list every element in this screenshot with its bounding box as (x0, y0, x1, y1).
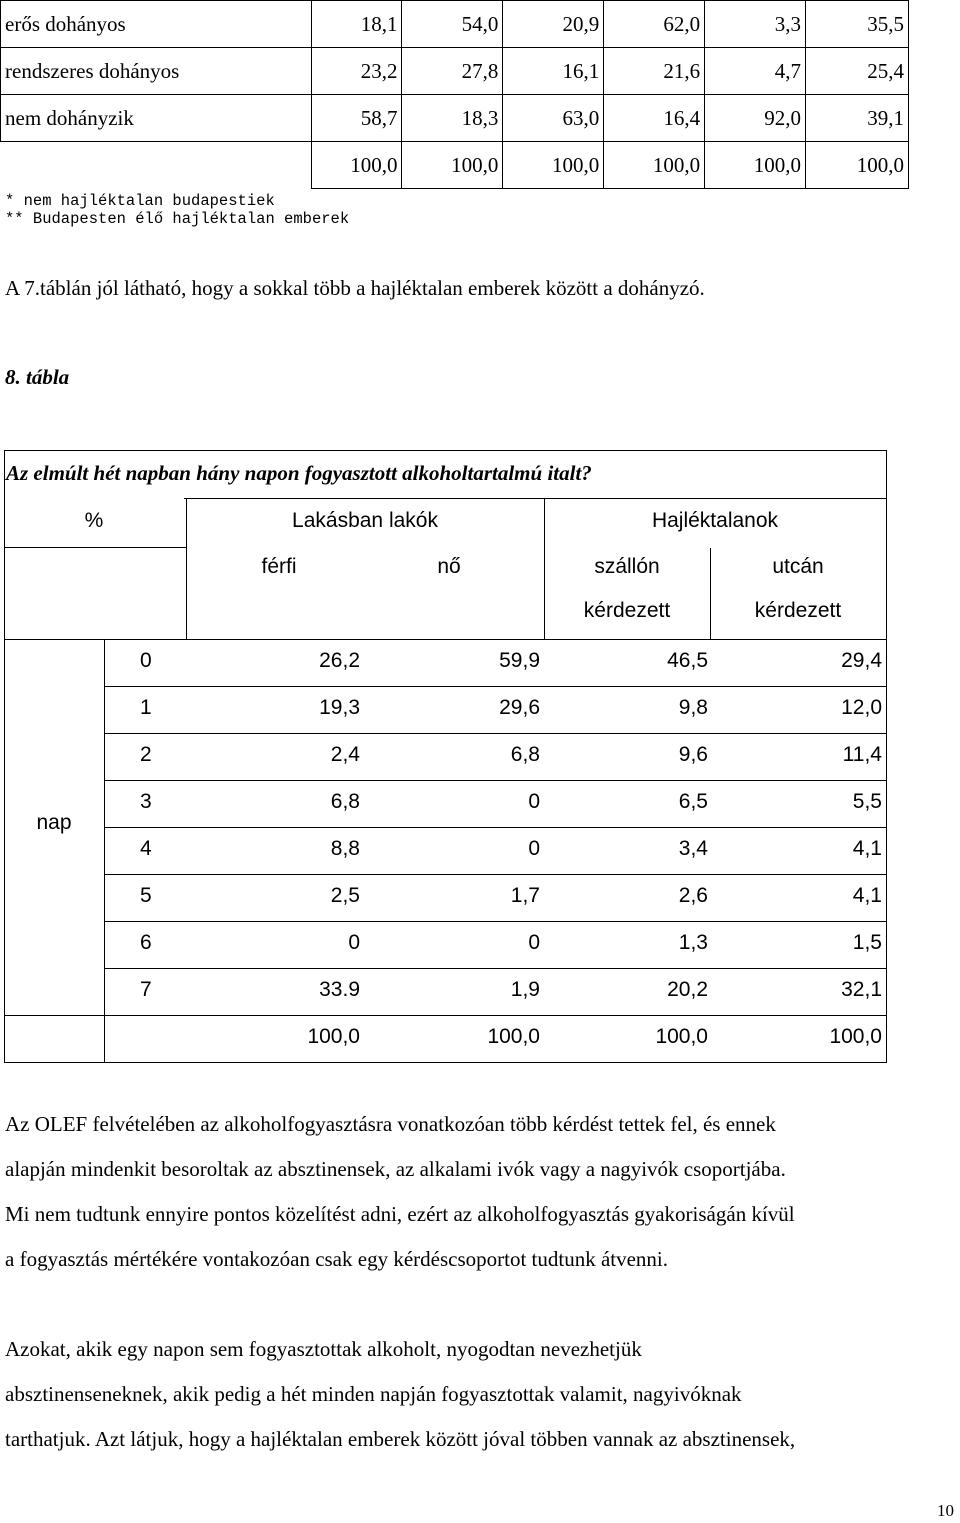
cell: 11,4 (842, 743, 882, 766)
cell: 2,6 (678, 884, 708, 907)
text-line: absztinenseneknek, akik pedig a hét minden napján fogyasztottak valamit, nagyivóknak (5, 1382, 742, 1406)
day-label: 4 (140, 837, 152, 860)
cell: 6,8 (510, 743, 540, 766)
cell: 6,8 (330, 790, 360, 813)
cell: 100,0 (402, 142, 503, 189)
text-line: alapján mindenkit besoroltak az absztinensek, az alkalami ivók vagy a nagyivók csoportjába. (5, 1157, 786, 1181)
col-header-szallon-2: kérdezett (583, 599, 671, 622)
cell: 0 (348, 931, 360, 954)
row-header-nap: nap (36, 811, 72, 834)
cell: 3,4 (678, 837, 708, 860)
footnote-2: ** Budapesten élő hajléktalan emberek (5, 210, 350, 228)
cell: 4,7 (705, 48, 806, 95)
cell: 8,8 (330, 837, 360, 860)
table-question: Az elmúlt hét napban hány napon fogyasztott alkoholtartalmú italt? (6, 461, 592, 485)
total-cell: 100,0 (655, 1025, 708, 1048)
row-label: nem dohányzik (1, 95, 312, 142)
cell: 1,9 (510, 978, 540, 1001)
table-row (1, 95, 909, 142)
paragraph-2 (5, 1327, 795, 1462)
smoking-table (0, 0, 909, 189)
total-cell: 100,0 (307, 1025, 360, 1048)
day-label: 6 (140, 931, 152, 954)
day-label: 2 (140, 743, 152, 766)
alcohol-table (4, 450, 886, 1063)
row-label (1, 142, 312, 189)
cell: 29,6 (499, 696, 540, 719)
cell: 23,2 (311, 48, 402, 95)
cell: 12,0 (841, 696, 882, 719)
cell: 9,8 (678, 696, 708, 719)
cell: 100,0 (604, 142, 705, 189)
total-cell: 100,0 (829, 1025, 882, 1048)
cell: 16,1 (503, 48, 604, 95)
text-line: Mi nem tudtunk ennyire pontos közelítést adni, ezért az alkoholfogyasztás gyakoriságán kívül (5, 1202, 795, 1226)
cell: 6,5 (678, 790, 708, 813)
col-header-no: nő (437, 555, 461, 578)
col-header-utcan: utcán (772, 555, 824, 578)
cell: 1,5 (852, 931, 882, 954)
cell: 9,6 (678, 743, 708, 766)
row-label: erős dohányos (1, 1, 312, 48)
group-header-lakasban: Lakásban lakók (292, 509, 438, 532)
cell: 20,9 (503, 1, 604, 48)
cell: 16,4 (604, 95, 705, 142)
text-line: Az OLEF felvételében az alkoholfogyasztásra vonatkozóan több kérdést tettek fel, és ennek (5, 1112, 776, 1136)
sentence: A 7.táblán jól látható, hogy a sokkal több a hajléktalan emberek között a dohányzó. (5, 276, 705, 300)
cell: 5,5 (852, 790, 882, 813)
day-label: 5 (140, 884, 152, 907)
cell: 63,0 (503, 95, 604, 142)
cell: 33.9 (319, 978, 360, 1001)
day-label: 3 (140, 790, 152, 813)
cell: 21,6 (604, 48, 705, 95)
day-label: 1 (140, 696, 152, 719)
day-label: 0 (140, 649, 152, 672)
cell: 39,1 (806, 95, 909, 142)
cell: 59,9 (499, 649, 540, 672)
table-caption: 8. tábla (5, 365, 70, 389)
text-line: Azokat, akik egy napon sem fogyasztottak alkoholt, nyogodtan nevezhetjük (5, 1337, 642, 1361)
total-cell: 100,0 (487, 1025, 540, 1048)
cell: 19,3 (319, 696, 360, 719)
cell: 18,1 (311, 1, 402, 48)
cell: 54,0 (402, 1, 503, 48)
cell: 100,0 (311, 142, 402, 189)
cell: 29,4 (841, 649, 882, 672)
cell: 20,2 (667, 978, 708, 1001)
cell: 3,3 (705, 1, 806, 48)
cell: 26,2 (319, 649, 360, 672)
cell: 100,0 (503, 142, 604, 189)
cell: 27,8 (402, 48, 503, 95)
cell: 46,5 (667, 649, 708, 672)
text-line: a fogyasztás mértékére vontakozóan csak egy kérdéscsoportot tudtunk átvenni. (5, 1247, 669, 1271)
percent-header: % (84, 509, 104, 532)
cell: 0 (528, 790, 540, 813)
table-row (1, 1, 909, 48)
table-row (1, 48, 909, 95)
cell: 2,5 (330, 884, 360, 907)
col-header-ferfi: férfi (261, 555, 297, 578)
cell: 92,0 (705, 95, 806, 142)
paragraph-1 (5, 1102, 795, 1282)
cell: 58,7 (311, 95, 402, 142)
cell: 0 (528, 837, 540, 860)
cell: 18,3 (402, 95, 503, 142)
footnote-1: * nem hajléktalan budapestiek (5, 192, 275, 210)
text-line: tarthatjuk. Azt látjuk, hogy a hajléktalan emberek között jóval többen vannak az absztinensek, (5, 1427, 796, 1451)
cell: 4,1 (852, 837, 882, 860)
cell: 1,3 (678, 931, 708, 954)
cell: 4,1 (852, 884, 882, 907)
cell: 100,0 (705, 142, 806, 189)
cell: 25,4 (806, 48, 909, 95)
col-header-utcan-2: kérdezett (754, 599, 842, 622)
group-header-hajlektalanok: Hajléktalanok (651, 509, 779, 532)
cell: 32,1 (841, 978, 882, 1001)
cell: 62,0 (604, 1, 705, 48)
table-row (1, 142, 909, 189)
cell: 0 (528, 931, 540, 954)
cell: 1,7 (510, 884, 540, 907)
row-label: rendszeres dohányos (1, 48, 312, 95)
col-header-szallon: szállón (594, 555, 660, 578)
day-label: 7 (140, 978, 152, 1001)
cell: 2,4 (330, 743, 360, 766)
cell: 100,0 (806, 142, 909, 189)
page-number: 10 (937, 1501, 954, 1520)
cell: 35,5 (806, 1, 909, 48)
